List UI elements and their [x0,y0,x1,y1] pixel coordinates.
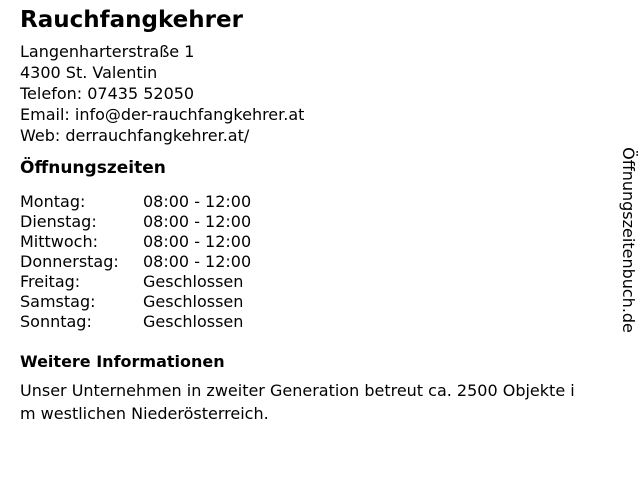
time-value: 08:00 - 12:00 [143,232,252,251]
address-street: Langenharterstraße 1 [20,42,195,61]
opening-hours-row [20,312,251,332]
time-value: Geschlossen [143,292,244,311]
time-value: Geschlossen [143,272,244,291]
opening-hours-row [20,192,251,212]
more-info-heading: Weitere Informationen [20,352,225,371]
more-info-text [20,379,575,425]
opening-hours-row [20,232,251,252]
day-label: Samstag: [20,292,96,311]
day-label: Mittwoch: [20,232,98,251]
phone-line: Telefon: 07435 52050 [20,84,195,103]
time-value: 08:00 - 12:00 [143,252,252,271]
email-line[interactable]: Email: info@der-rauchfangkehrer.at [20,105,305,124]
address-city: 4300 St. Valentin [20,63,158,82]
day-label: Freitag: [20,272,81,291]
opening-hours-row [20,292,251,312]
more-info-text-line: Unser Unternehmen in zweiter Generation betreut ca. 2500 Objekte i [20,381,575,400]
page-title: Rauchfangkehrer [20,7,243,33]
time-value: Geschlossen [143,312,244,331]
day-label: Sonntag: [20,312,92,331]
opening-hours-row [20,272,251,292]
opening-hours-table [20,192,251,332]
day-label: Donnerstag: [20,252,119,271]
web-line[interactable]: Web: derrauchfangkehrer.at/ [20,126,250,145]
opening-hours-heading: Öffnungszeiten [20,158,166,178]
contact-info [20,41,304,146]
watermark-vertical-text: Öffnungszeitenbuch.de [619,147,638,333]
time-value: 08:00 - 12:00 [143,212,252,231]
opening-hours-row [20,252,251,272]
day-label: Dienstag: [20,212,97,231]
time-value: 08:00 - 12:00 [143,192,252,211]
opening-hours-row [20,212,251,232]
day-label: Montag: [20,192,86,211]
more-info-text-line: m westlichen Niederösterreich. [20,404,269,423]
